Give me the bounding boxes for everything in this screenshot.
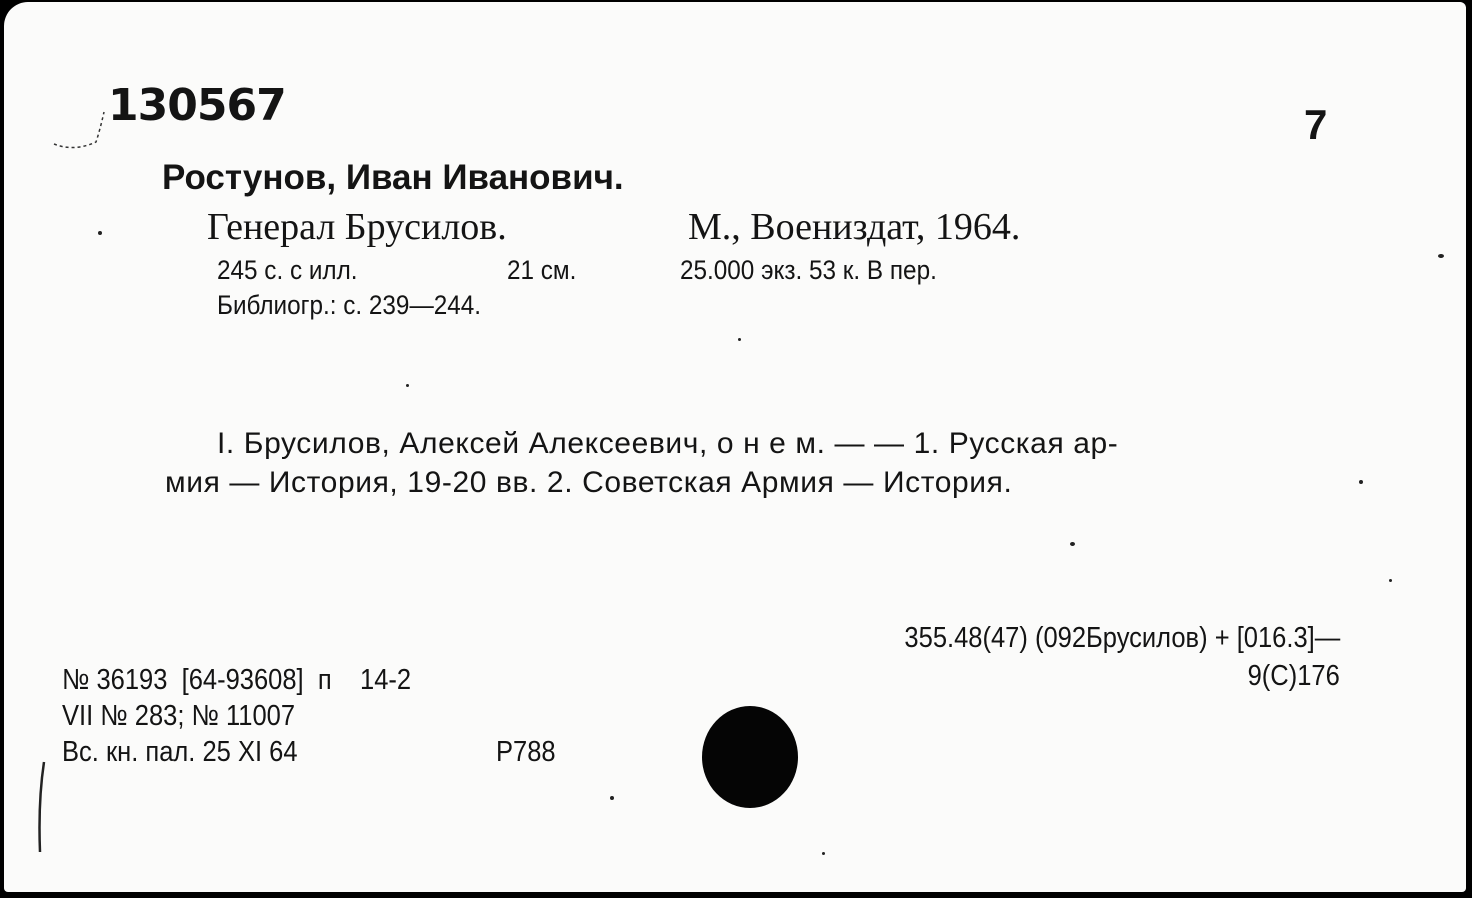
inventory-number: 130567 bbox=[108, 80, 286, 131]
classification-line-2: 9(С)176 bbox=[1247, 660, 1340, 692]
circulation-price: 25.000 экз. 53 к. В пер. bbox=[680, 255, 937, 285]
registry-line-2: VII № 283; № 11007 bbox=[62, 700, 296, 732]
registry-line-1: № 36193 [64-93608] п 14-2 bbox=[62, 664, 412, 696]
imprint: М., Воениздат, 1964. bbox=[688, 206, 1021, 248]
registry-line-3: Вс. кн. пал. 25 XI 64 bbox=[62, 736, 298, 768]
drawer-number: 7 bbox=[1304, 101, 1328, 148]
bibliography-note: Библиогр.: с. 239—244. bbox=[217, 290, 482, 320]
subject-headings-line-2: мия — История, 19-20 вв. 2. Советская Армия — История. bbox=[165, 466, 1013, 499]
author-heading: Ростунов, Иван Иванович. bbox=[162, 158, 624, 197]
call-code: Р788 bbox=[496, 736, 556, 768]
pencil-marks bbox=[4, 2, 1466, 892]
size: 21 см. bbox=[507, 255, 577, 285]
catalog-card bbox=[4, 2, 1466, 892]
subject-headings-line-1: I. Брусилов, Алексей Алексеевич, о н е м. — — 1. Русская ар- bbox=[217, 427, 1119, 460]
classification-line-1: 355.48(47) (092Брусилов) + [016.3]— bbox=[904, 622, 1340, 654]
pages: 245 с. с илл. bbox=[217, 255, 358, 285]
book-title: Генерал Брусилов. bbox=[207, 206, 507, 248]
